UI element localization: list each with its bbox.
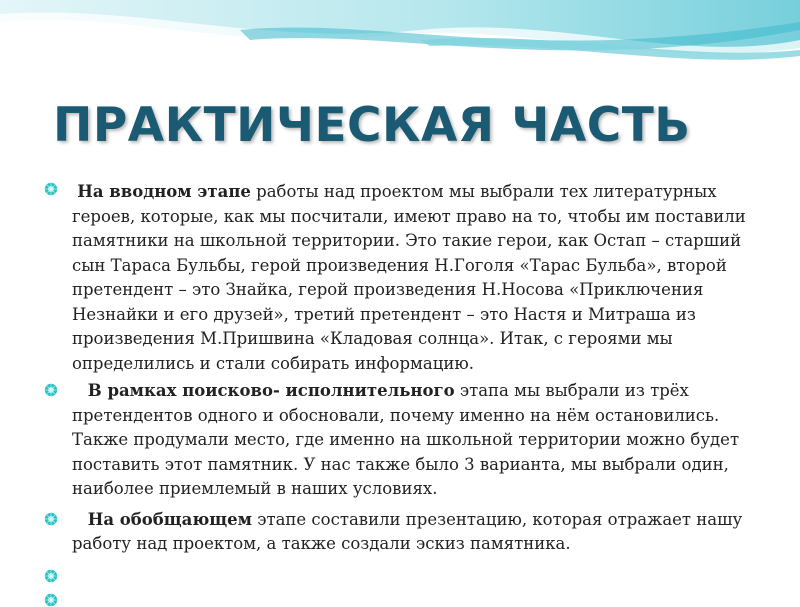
paragraph-text: этапа мы выбрали из трёх претендентов одного и обосновали, почему именно на нём остановились. Также продумали место, где именно на школьной территории можно будет поставить этот памятник. У нас также было 3 варианта, мы выбрали один, наиболее приемлемый в наших условиях. <box>72 381 740 498</box>
teal-sunburst-bullet-icon <box>44 512 58 526</box>
slide-title: ПРАКТИЧЕСКАЯ ЧАСТЬ <box>53 98 691 153</box>
teal-sunburst-bullet-icon <box>44 569 58 583</box>
bullet-item-introductory-stage <box>44 180 760 376</box>
decorative-wave-banner <box>0 0 800 80</box>
paragraph-introductory-stage <box>72 180 760 376</box>
teal-sunburst-bullet-icon <box>44 182 58 196</box>
paragraph-lead: В рамках поисково- исполнительного <box>87 381 455 400</box>
bullet-item-search-stage <box>44 379 760 502</box>
teal-sunburst-bullet-icon <box>44 383 58 397</box>
paragraph-text: работы над проектом мы выбрали тех литературных героев, которые, как мы посчитали, имеют право на то, чтобы им поставили памятники на школьной территории. Это такие герои, как Остап – старший сын Тараса Бульбы, герой произведения Н.Гоголя «Тарас Бульба», второй претендент – это Знайка, герой произведения Н.Носова «Приключения Незнайки и его друзей», третий претендент – это Настя и Митраша из произведения М.Пришвина «Кладовая солнца». Итак, с героями мы определились и стали собирать информацию. <box>72 182 746 373</box>
paragraph-lead: На обобщающем <box>87 509 252 529</box>
bullet-item-empty <box>44 565 760 589</box>
bullet-item-summary-stage <box>44 508 760 557</box>
paragraph-text: этапе составили презентацию, которая отражает нашу работу над проектом, а также создали эскиз памятника. <box>72 509 743 553</box>
paragraph-search-stage <box>72 379 760 502</box>
paragraph-summary-stage <box>72 508 760 557</box>
paragraph-lead: На вводном этапе <box>77 182 251 201</box>
bullet-list <box>44 180 760 589</box>
